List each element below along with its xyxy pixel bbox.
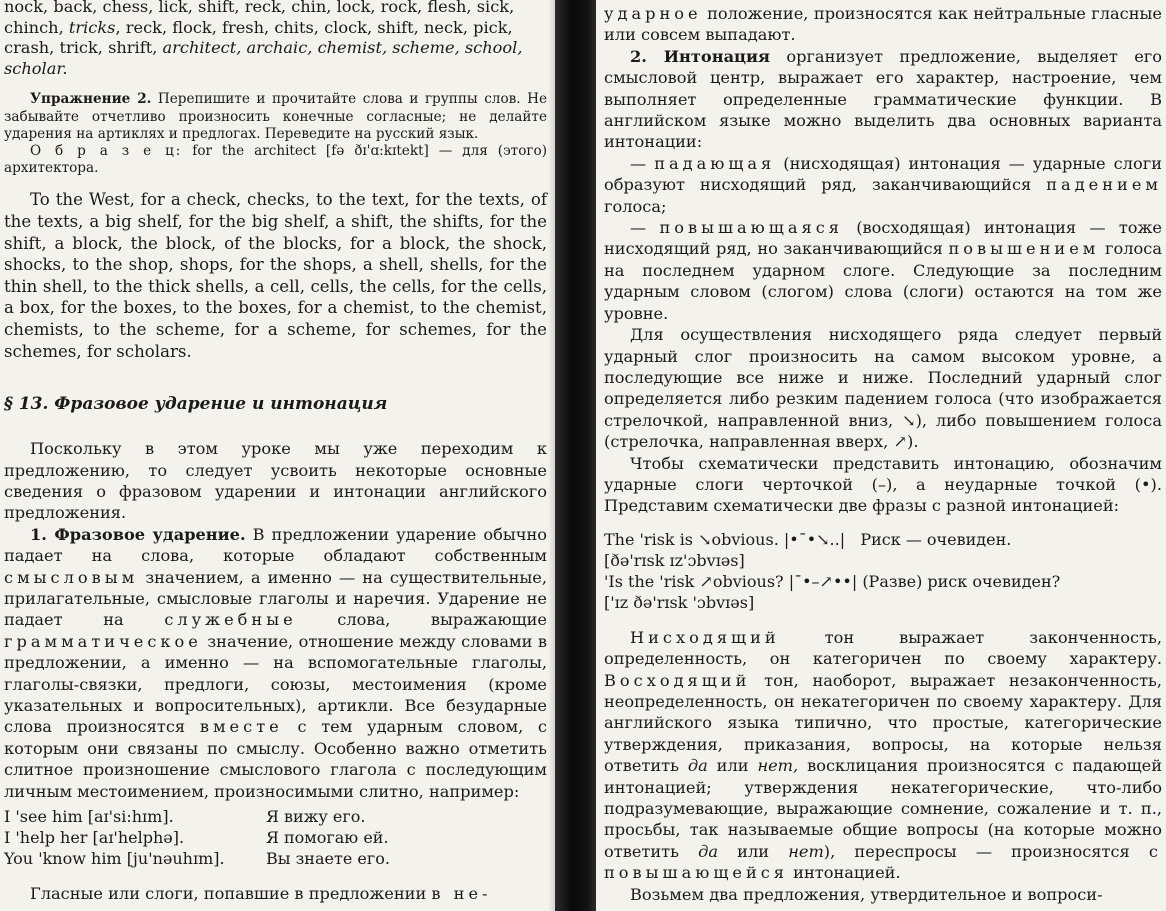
intonation-paragraph	[604, 46, 1162, 153]
word-list-line-3a: crash, trick, shrift,	[4, 38, 163, 58]
phrase-russian: Риск — очевиден.	[860, 529, 1012, 549]
tone-spaced-1: Нисходящий	[630, 627, 780, 647]
falling-intonation	[604, 153, 1162, 217]
tone-paragraph	[604, 627, 1162, 884]
exercise-text: Перепишите и прочитайте слова и группы слов. Не забывайте отчетливо произносить конечные согласные; не делайте ударения на артиклях и предлогах. Переведите на русский язык.	[4, 91, 547, 142]
phrase-stress-text-4: значение, отношение между словами в предложении, а именно — на вспомогательные глаголы, глаголы-связки, предлоги, союзы, местоимения (кроме указательных и вопросительных), артикли. Все безударные слова произносятся	[4, 631, 547, 737]
left-last-line-spaced: в не-	[431, 884, 492, 904]
tone-italic-2: нет,	[757, 756, 799, 776]
phrase-russian: (Разве) риск очевиден?	[862, 571, 1061, 591]
phrase-stress-title: 1. Фразовое ударение.	[30, 524, 246, 544]
phrase-stress-text-2: значением, а именно — на существительные, прилагательные, смысловые глаголы и наречия. Ударение не падает на	[4, 567, 547, 630]
word-list-line-2c: , reck, flock, fresh, chits, clock, shift, neck, pick,	[115, 17, 513, 37]
left-page	[0, 0, 560, 911]
schematic-paragraph: Чтобы схематически представить интонацию, обозначим ударные слоги черточкой (–), а неударные точкой (•). Представим схематически две фразы с разной интонацией:	[604, 453, 1162, 516]
intonation-phrases	[604, 529, 1162, 613]
example-row	[4, 806, 547, 827]
phrase-stress-text-3: слова, выражающие	[296, 610, 547, 630]
falling-text: (нисходящая) интонация — ударные слоги образуют нисходящий ряд, заканчивающийся	[604, 153, 1162, 195]
section-heading: § 13. Фразовое ударение и интонация	[4, 394, 388, 415]
falling-spaced-1: падающая	[654, 153, 776, 173]
example-english: I 'help her [aɪ'helphə].	[4, 828, 185, 848]
rising-intonation	[604, 217, 1162, 324]
rising-dash: —	[630, 218, 660, 238]
tone-italic-4: нет	[788, 841, 824, 861]
right-top-lines	[604, 3, 1162, 46]
right-page	[596, 0, 1166, 911]
intonation-title: 2. Интонация	[630, 46, 770, 66]
right-page-content	[604, 0, 1162, 905]
example-russian: Я вижу его.	[266, 807, 366, 827]
word-list-line-2a: chinch,	[4, 17, 69, 37]
left-page-content	[4, 0, 547, 904]
left-last-line	[4, 883, 547, 904]
word-list-line-1: nock, back, chess, lick, shift, reck, chin, lock, rock, flesh, sick,	[4, 0, 515, 16]
example-russian: Я помогаю ей.	[266, 828, 389, 848]
tone-text-b: тон, наоборот, выражает незаконченность, неопределенность, он некатегоричен по своему характеру. Для английского языка типично, что простые, категорические утверждения, приказания, вопросы, на которые нельзя ответить	[604, 670, 1162, 776]
exercise-sample-label: О б р а з е ц:	[30, 142, 183, 159]
falling-spaced-2: падением	[1046, 175, 1162, 195]
phrase-stress-spaced-2: служебные	[164, 610, 297, 630]
tone-text-a: тон выражает законченность, определенность, он категоричен по своему характеру.	[604, 627, 1162, 669]
exercise-instruction	[4, 91, 547, 143]
rising-spaced-2: повышением	[948, 239, 1100, 259]
exercise-sample-text: for the architect [fə ðɪ'ɑ:kɪtekt] — для (этого) архитектора.	[4, 142, 547, 177]
example-row	[4, 827, 547, 848]
right-top-text: положение, произносятся как нейтральные гласные или совсем выпадают.	[604, 4, 1162, 45]
descending-series-paragraph: Для осуществления нисходящего ряда следует первый ударный слог произносить на самом высоком уровне, а последующие все ниже и ниже. Последний ударный слог определяется либо резким падением голоса (что изображается стрелочкой, направленной вниз, ↘), либо повышением голоса (стрелочка, направленная вверх, ↗).	[604, 325, 1162, 452]
word-list-line-4: scholar.	[4, 58, 68, 78]
phrase-stress-spaced-4: вместе	[199, 717, 283, 737]
section-intro: Поскольку в этом уроке мы уже переходим к предложению, то следует усвоить некоторые основные сведения о фразовом ударении и интонации английского предложения.	[4, 439, 547, 523]
stress-examples	[4, 806, 547, 869]
phrase-transcription: ['ɪz ðə'rɪsk 'ɔbvɪəs]	[604, 592, 755, 612]
phrase-stress-paragraph	[4, 524, 547, 802]
exercise-title: Упражнение 2.	[30, 91, 152, 108]
intonation-text: организует предложение, выделяет его смысловой центр, выражает его характер, настроение, чем выполняет определенные грамматические функции. В английском языке можно выделить два основных варианта интонации:	[604, 46, 1163, 152]
exercise-sample	[4, 143, 547, 177]
rising-text: (восходящая) интонация — тоже нисходящий ряд, но заканчивающийся	[604, 218, 1162, 259]
right-top-spaced: ударное	[604, 4, 702, 23]
exercise-text-block: To the West, for a check, checks, to the text, for the texts, of the texts, a big shelf, for the big shelf, a shift, the shifts, for the shift, a block, the block, of the blocks, for a block, the shock, shocks, to the shop, shops, for the shops, a shell, shells, for the thin shell, to the thick shells, a cell, cells, the cells, for the cells, a box, for the boxes, to the boxes, for a chemist, to the chemist, chemists, to the scheme, for a scheme, for schemes, for the schemes, for scholars.	[4, 190, 547, 361]
falling-end: голоса;	[604, 196, 667, 216]
phrase-transcription: [ðə'rɪsk ɪz'ɔbvɪəs]	[604, 550, 745, 570]
word-list	[4, 0, 547, 79]
rising-end: голоса на последнем ударном слоге. Следующие за последним ударным словом (слогом) слова (слоги) остаются на том же уровне.	[604, 239, 1162, 323]
example-row	[4, 848, 547, 869]
phrase-stress-spaced-3: грамматическое	[4, 631, 202, 651]
tone-italic-3: да	[698, 841, 718, 861]
example-russian: Вы знаете его.	[266, 849, 390, 869]
tone-italic-1: да	[687, 756, 708, 776]
phrase-english: 'Is the 'risk ↗obvious? |¯•–↗••|	[604, 571, 858, 591]
word-list-line-3b: architect, archaic, chemist, scheme, school,	[162, 38, 523, 58]
phrase-english: The 'risk is ↘obvious. |•¯•↘..|	[604, 529, 846, 549]
phrase-stress-text-1: В предложении ударение обычно падает на слова, которые обладают собственным	[4, 524, 547, 566]
tone-text-e: или	[718, 841, 789, 861]
tone-text-g: интонацией.	[788, 863, 901, 883]
phrase-stress-text-5: с тем ударным словом, с которым они связаны по смыслу. Особенно важно отметить слитное произношение смыслового глагола с последующим личным местоимением, произносимыми слитно, например:	[4, 717, 547, 801]
tone-text-f: ), переспросы — произносятся	[823, 841, 1149, 861]
phrase-line	[604, 571, 1162, 592]
phrase-line	[604, 529, 1162, 550]
tone-spaced-2: Восходящий	[604, 670, 751, 690]
tone-spaced-3: с повышающейся	[604, 841, 1162, 883]
tone-text-c: или	[707, 756, 758, 776]
example-english: You 'know him [ju'nəuhɪm].	[4, 849, 225, 869]
falling-dash: —	[630, 153, 655, 173]
book-gutter	[555, 0, 601, 911]
phrase-stress-spaced-1: смысловым	[4, 567, 139, 587]
example-english: I 'see him [aɪ'si:hɪm].	[4, 807, 174, 827]
tone-text-d: восклицания произносятся с падающей интонацией; утверждения некатегорические, что-либо подразумевающие, выражающие сомнение, сожаление и т. п., просьбы, так называемые общие вопросы (на которые можно ответить	[604, 756, 1162, 861]
word-list-line-2b: tricks	[68, 17, 116, 37]
rising-spaced-1: повышающаяся	[659, 218, 843, 238]
left-last-line-text: Гласные или слоги, попавшие в предложении	[30, 884, 432, 904]
right-last-line: Возьмем два предложения, утвердительное и вопроси-	[630, 884, 1103, 904]
